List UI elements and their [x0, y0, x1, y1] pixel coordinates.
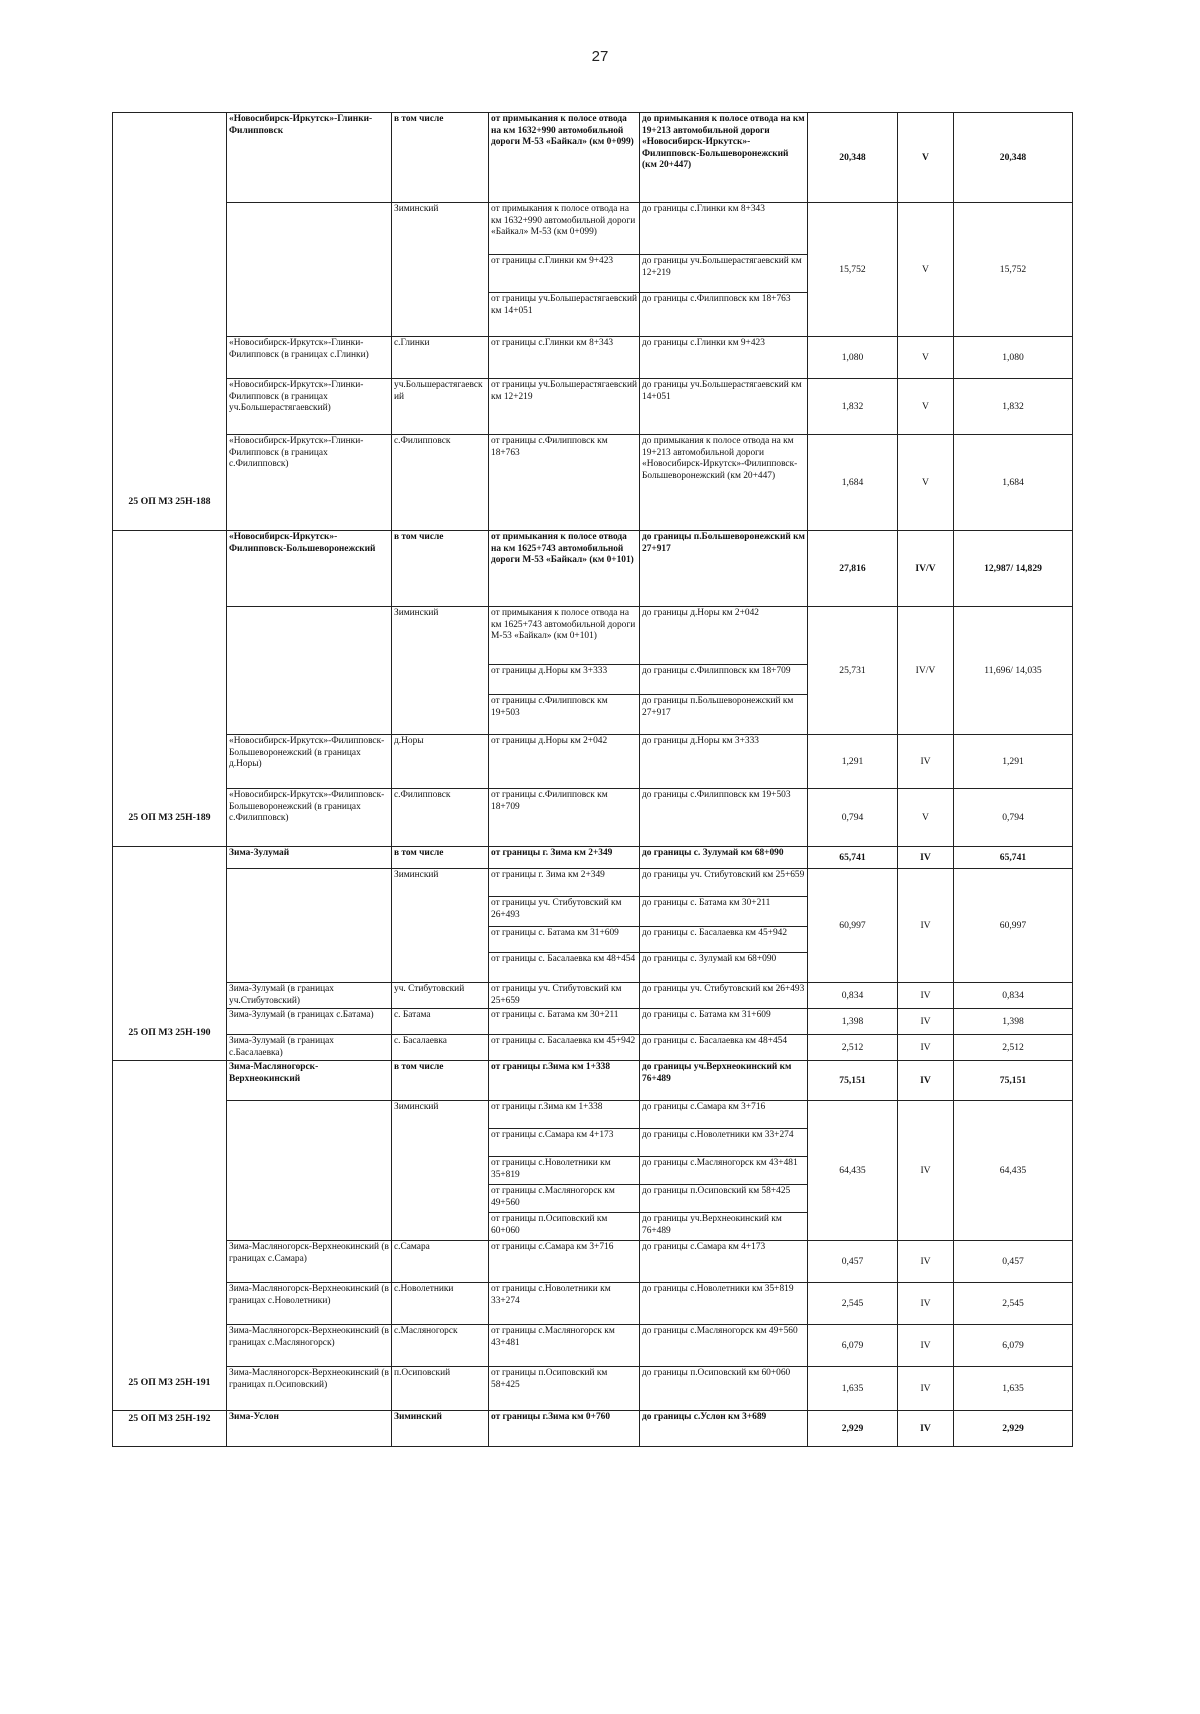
settlement-from: от границы с.Глинки км 8+343 — [489, 337, 640, 379]
settlement-road-name: Зима-Масляногорск-Верхнеокинский (в границах с.Новолетники) — [227, 1283, 392, 1325]
road-to: до границы с. Зулумай км 68+090 — [640, 847, 808, 869]
settlement-length-by-category: 0,794 — [954, 789, 1073, 847]
district-name-blank — [227, 869, 392, 983]
district-length-by-category: 64,435 — [954, 1101, 1073, 1241]
settlement-row — [113, 1009, 1073, 1035]
district-segment-row — [113, 1101, 1073, 1129]
settlement-to: до границы с.Масляногорск км 49+560 — [640, 1325, 808, 1367]
segment-from: от границы с.Филипповск км 19+503 — [489, 695, 640, 735]
settlement-row — [113, 1367, 1073, 1411]
road-to: до границы с.Услон км 3+689 — [640, 1411, 808, 1447]
settlement-place: с.Масляногорск — [392, 1325, 489, 1367]
segment-from: от границы г.Зима км 1+338 — [489, 1101, 640, 1129]
road-main-row — [113, 531, 1073, 607]
segment-from: от границы с. Басалаевка км 48+454 — [489, 953, 640, 983]
settlement-category: IV — [898, 1035, 954, 1061]
segment-to: до границы п.Большеворонежский км 27+917 — [640, 695, 808, 735]
segment-from: от границы с.Самара км 4+173 — [489, 1129, 640, 1157]
road-code: 25 ОП МЗ 25Н-189 — [113, 531, 227, 847]
settlement-place: д.Норы — [392, 735, 489, 789]
settlement-from: от границы с.Новолетники км 33+274 — [489, 1283, 640, 1325]
segment-from: от границы с.Глинки км 9+423 — [489, 255, 640, 293]
settlement-category: V — [898, 337, 954, 379]
segment-to: до границы с.Филипповск км 18+763 — [640, 293, 808, 337]
road-main-row — [113, 847, 1073, 869]
road-from: от границы г. Зима км 2+349 — [489, 847, 640, 869]
settlement-length: 0,834 — [808, 983, 898, 1009]
district-category: IV/V — [898, 607, 954, 735]
road-length-by-category: 75,151 — [954, 1061, 1073, 1101]
settlement-place: с.Самара — [392, 1241, 489, 1283]
settlement-from: от границы с.Филипповск км 18+763 — [489, 435, 640, 531]
settlement-road-name: «Новосибирск-Иркутск»-Глинки-Филипповск (в границах уч.Большерастягаевский) — [227, 379, 392, 435]
settlement-row — [113, 1283, 1073, 1325]
district-category: IV — [898, 1101, 954, 1241]
road-name: Зима-Зулумай — [227, 847, 392, 869]
segment-to: до границы с.Глинки км 8+343 — [640, 203, 808, 255]
settlement-category: V — [898, 435, 954, 531]
road-category: IV — [898, 847, 954, 869]
segment-to: до границы уч.Большерастягаевский км 12+219 — [640, 255, 808, 293]
settlement-to: до границы с.Филипповск км 19+503 — [640, 789, 808, 847]
settlement-row — [113, 983, 1073, 1009]
segment-to: до границы уч.Верхнеокинский км 76+489 — [640, 1213, 808, 1241]
settlement-to: до границы с.Глинки км 9+423 — [640, 337, 808, 379]
settlement-length-by-category: 0,457 — [954, 1241, 1073, 1283]
road-name: Зима-Масляногорск-Верхнеокинский — [227, 1061, 392, 1101]
settlement-row — [113, 435, 1073, 531]
settlement-to: до границы д.Норы км 3+333 — [640, 735, 808, 789]
district-category: IV — [898, 869, 954, 983]
settlement-row — [113, 379, 1073, 435]
road-to: до границы уч.Верхнеокинский км 76+489 — [640, 1061, 808, 1101]
roads-table — [112, 112, 1073, 1447]
road-length: 2,929 — [808, 1411, 898, 1447]
district-length-by-category: 60,997 — [954, 869, 1073, 983]
district-segment-row — [113, 203, 1073, 255]
settlement-road-name: Зима-Зулумай (в границах уч.Стибутовский) — [227, 983, 392, 1009]
segment-to: до границы уч. Стибутовский км 25+659 — [640, 869, 808, 897]
road-from: от границы г.Зима км 0+760 — [489, 1411, 640, 1447]
settlement-length-by-category: 1,398 — [954, 1009, 1073, 1035]
settlement-category: IV — [898, 1367, 954, 1411]
road-length-by-category: 20,348 — [954, 113, 1073, 203]
settlement-place: с. Басалаевка — [392, 1035, 489, 1061]
road-category: IV — [898, 1411, 954, 1447]
settlement-row — [113, 1241, 1073, 1283]
settlement-category: IV — [898, 1283, 954, 1325]
segment-to: до границы с.Филипповск км 18+709 — [640, 665, 808, 695]
settlement-road-name: «Новосибирск-Иркутск»-Филипповск-Большеворонежский (в границах с.Филипповск) — [227, 789, 392, 847]
settlement-to: до границы уч. Стибутовский км 26+493 — [640, 983, 808, 1009]
road-to: до примыкания к полосе отвода на км 19+213 автомобильной дороги «Новосибирск-Иркутск»-Филипповск-Большеворонежский (км 20+447) — [640, 113, 808, 203]
settlement-road-name: Зима-Масляногорск-Верхнеокинский (в границах п.Осиповский) — [227, 1367, 392, 1411]
settlement-category: IV — [898, 735, 954, 789]
settlement-road-name: «Новосибирск-Иркутск»-Глинки-Филипповск (в границах с.Глинки) — [227, 337, 392, 379]
settlement-length: 0,794 — [808, 789, 898, 847]
settlement-length: 1,684 — [808, 435, 898, 531]
road-length: 75,151 — [808, 1061, 898, 1101]
settlement-row — [113, 735, 1073, 789]
segment-from: от границы уч.Большерастягаевский км 14+051 — [489, 293, 640, 337]
settlement-to: до границы с.Новолетники км 35+819 — [640, 1283, 808, 1325]
settlement-place: с.Филипповск — [392, 789, 489, 847]
settlement-row — [113, 337, 1073, 379]
settlement-category: IV — [898, 983, 954, 1009]
road-length: 27,816 — [808, 531, 898, 607]
district-segment-row — [113, 607, 1073, 665]
road-from: от примыкания к полосе отвода на км 1632+990 автомобильной дороги М-53 «Байкал» (км 0+099) — [489, 113, 640, 203]
road-main-row — [113, 1061, 1073, 1101]
settlement-length-by-category: 1,684 — [954, 435, 1073, 531]
road-category: IV/V — [898, 531, 954, 607]
segment-from: от границы с.Масляногорск км 49+560 — [489, 1185, 640, 1213]
district-length: 15,752 — [808, 203, 898, 337]
segment-to: до границы с. Батама км 30+211 — [640, 897, 808, 927]
settlement-length: 2,545 — [808, 1283, 898, 1325]
settlement-from: от границы с.Масляногорск км 43+481 — [489, 1325, 640, 1367]
segment-from: от границы уч. Стибутовский км 26+493 — [489, 897, 640, 927]
segment-from: от границы д.Норы км 3+333 — [489, 665, 640, 695]
district-name-blank — [227, 607, 392, 735]
district-name: Зиминский — [392, 203, 489, 337]
district-name: Зиминский — [392, 607, 489, 735]
district-length: 64,435 — [808, 1101, 898, 1241]
road-code: 25 ОП МЗ 25Н-190 — [113, 847, 227, 1061]
settlement-to: до границы п.Осиповский км 60+060 — [640, 1367, 808, 1411]
road-code: 25 ОП МЗ 25Н-192 — [113, 1411, 227, 1447]
settlement-place: с.Филипповск — [392, 435, 489, 531]
district-name-blank — [227, 1101, 392, 1241]
settlement-category: IV — [898, 1009, 954, 1035]
district-name: Зиминский — [392, 1101, 489, 1241]
segment-from: от примыкания к полосе отвода на км 1632+990 автомобильной дороги «Байкал» М-53 (км 0+099) — [489, 203, 640, 255]
segment-from: от границы с.Новолетники км 35+819 — [489, 1157, 640, 1185]
settlement-length-by-category: 1,080 — [954, 337, 1073, 379]
road-main-row — [113, 113, 1073, 203]
settlement-to: до границы уч.Большерастягаевский км 14+051 — [640, 379, 808, 435]
settlement-category: V — [898, 789, 954, 847]
settlement-from: от границы уч. Стибутовский км 25+659 — [489, 983, 640, 1009]
settlement-length-by-category: 6,079 — [954, 1325, 1073, 1367]
settlement-length-by-category: 2,512 — [954, 1035, 1073, 1061]
settlement-from: от границы с.Самара км 3+716 — [489, 1241, 640, 1283]
road-length-by-category: 12,987/ 14,829 — [954, 531, 1073, 607]
district-length: 25,731 — [808, 607, 898, 735]
settlement-from: от границы с. Батама км 30+211 — [489, 1009, 640, 1035]
settlement-to: до границы с. Басалаевка км 48+454 — [640, 1035, 808, 1061]
road-category: V — [898, 113, 954, 203]
road-length: 65,741 — [808, 847, 898, 869]
road-district: в том числе — [392, 531, 489, 607]
road-length-by-category: 65,741 — [954, 847, 1073, 869]
settlement-length-by-category: 0,834 — [954, 983, 1073, 1009]
settlement-length: 6,079 — [808, 1325, 898, 1367]
district-name: Зиминский — [392, 869, 489, 983]
settlement-to: до границы с. Батама км 31+609 — [640, 1009, 808, 1035]
segment-from: от примыкания к полосе отвода на км 1625+743 автомобильной дороги М-53 «Байкал» (км 0+101) — [489, 607, 640, 665]
settlement-to: до примыкания к полосе отвода на км 19+213 автомобильной дороги «Новосибирск-Иркутск»-Филипповск-Большеворонежский (км 20+447) — [640, 435, 808, 531]
road-category: IV — [898, 1061, 954, 1101]
district-length-by-category: 11,696/ 14,035 — [954, 607, 1073, 735]
segment-to: до границы п.Осиповский км 58+425 — [640, 1185, 808, 1213]
settlement-length-by-category: 1,291 — [954, 735, 1073, 789]
segment-from: от границы с. Батама км 31+609 — [489, 927, 640, 953]
settlement-from: от границы д.Норы км 2+042 — [489, 735, 640, 789]
settlement-place: с.Глинки — [392, 337, 489, 379]
segment-to: до границы с.Масляногорск км 43+481 — [640, 1157, 808, 1185]
segment-from: от границы г. Зима км 2+349 — [489, 869, 640, 897]
settlement-road-name: Зима-Зулумай (в границах с.Батама) — [227, 1009, 392, 1035]
settlement-road-name: «Новосибирск-Иркутск»-Филипповск-Большеворонежский (в границах д.Норы) — [227, 735, 392, 789]
segment-to: до границы с. Зулумай км 68+090 — [640, 953, 808, 983]
settlement-length: 1,080 — [808, 337, 898, 379]
settlement-to: до границы с.Самара км 4+173 — [640, 1241, 808, 1283]
road-length-by-category: 2,929 — [954, 1411, 1073, 1447]
settlement-row — [113, 789, 1073, 847]
road-code: 25 ОП МЗ 25Н-188 — [113, 113, 227, 531]
settlement-from: от границы п.Осиповский км 58+425 — [489, 1367, 640, 1411]
settlement-length-by-category: 1,635 — [954, 1367, 1073, 1411]
settlement-road-name: Зима-Зулумай (в границах с.Басалаевка) — [227, 1035, 392, 1061]
road-name: «Новосибирск-Иркутск»-Глинки-Филипповск — [227, 113, 392, 203]
settlement-road-name: Зима-Масляногорск-Верхнеокинский (в границах с.Масляногорск) — [227, 1325, 392, 1367]
settlement-place: с.Новолетники — [392, 1283, 489, 1325]
district-category: V — [898, 203, 954, 337]
settlement-road-name: Зима-Масляногорск-Верхнеокинский (в границах с.Самара) — [227, 1241, 392, 1283]
settlement-road-name: «Новосибирск-Иркутск»-Глинки-Филипповск (в границах с.Филипповск) — [227, 435, 392, 531]
settlement-length: 1,635 — [808, 1367, 898, 1411]
segment-to: до границы с. Басалаевка км 45+942 — [640, 927, 808, 953]
road-district: в том числе — [392, 847, 489, 869]
segment-to: до границы д.Норы км 2+042 — [640, 607, 808, 665]
district-name-blank — [227, 203, 392, 337]
settlement-length: 1,398 — [808, 1009, 898, 1035]
settlement-place: уч. Стибутовский — [392, 983, 489, 1009]
settlement-category: IV — [898, 1241, 954, 1283]
settlement-from: от границы уч.Большерастягаевский км 12+219 — [489, 379, 640, 435]
segment-to: до границы с.Самара км 3+716 — [640, 1101, 808, 1129]
settlement-place: уч.Большерастягаевский — [392, 379, 489, 435]
road-district: в том числе — [392, 1061, 489, 1101]
settlement-from: от границы с. Басалаевка км 45+942 — [489, 1035, 640, 1061]
settlement-length-by-category: 2,545 — [954, 1283, 1073, 1325]
segment-from: от границы п.Осиповский км 60+060 — [489, 1213, 640, 1241]
settlement-length: 1,832 — [808, 379, 898, 435]
road-from: от примыкания к полосе отвода на км 1625+743 автомобильной дороги М-53 «Байкал» (км 0+101) — [489, 531, 640, 607]
settlement-place: с. Батама — [392, 1009, 489, 1035]
road-name: «Новосибирск-Иркутск»-Филипповск-Большеворонежский — [227, 531, 392, 607]
district-length-by-category: 15,752 — [954, 203, 1073, 337]
road-district: Зиминский — [392, 1411, 489, 1447]
settlement-category: IV — [898, 1325, 954, 1367]
road-code: 25 ОП МЗ 25Н-191 — [113, 1061, 227, 1411]
road-to: до границы п.Большеворонежский км 27+917 — [640, 531, 808, 607]
settlement-category: V — [898, 379, 954, 435]
settlement-place: п.Осиповский — [392, 1367, 489, 1411]
settlement-row — [113, 1035, 1073, 1061]
road-length: 20,348 — [808, 113, 898, 203]
settlement-from: от границы с.Филипповск км 18+709 — [489, 789, 640, 847]
road-district: в том числе — [392, 113, 489, 203]
segment-to: до границы с.Новолетники км 33+274 — [640, 1129, 808, 1157]
road-from: от границы г.Зима км 1+338 — [489, 1061, 640, 1101]
settlement-length: 0,457 — [808, 1241, 898, 1283]
settlement-length-by-category: 1,832 — [954, 379, 1073, 435]
page-number: 27 — [591, 48, 609, 65]
district-length: 60,997 — [808, 869, 898, 983]
settlement-length: 1,291 — [808, 735, 898, 789]
settlement-length: 2,512 — [808, 1035, 898, 1061]
settlement-row — [113, 1325, 1073, 1367]
road-name: Зима-Услон — [227, 1411, 392, 1447]
road-main-row — [113, 1411, 1073, 1447]
district-segment-row — [113, 869, 1073, 897]
